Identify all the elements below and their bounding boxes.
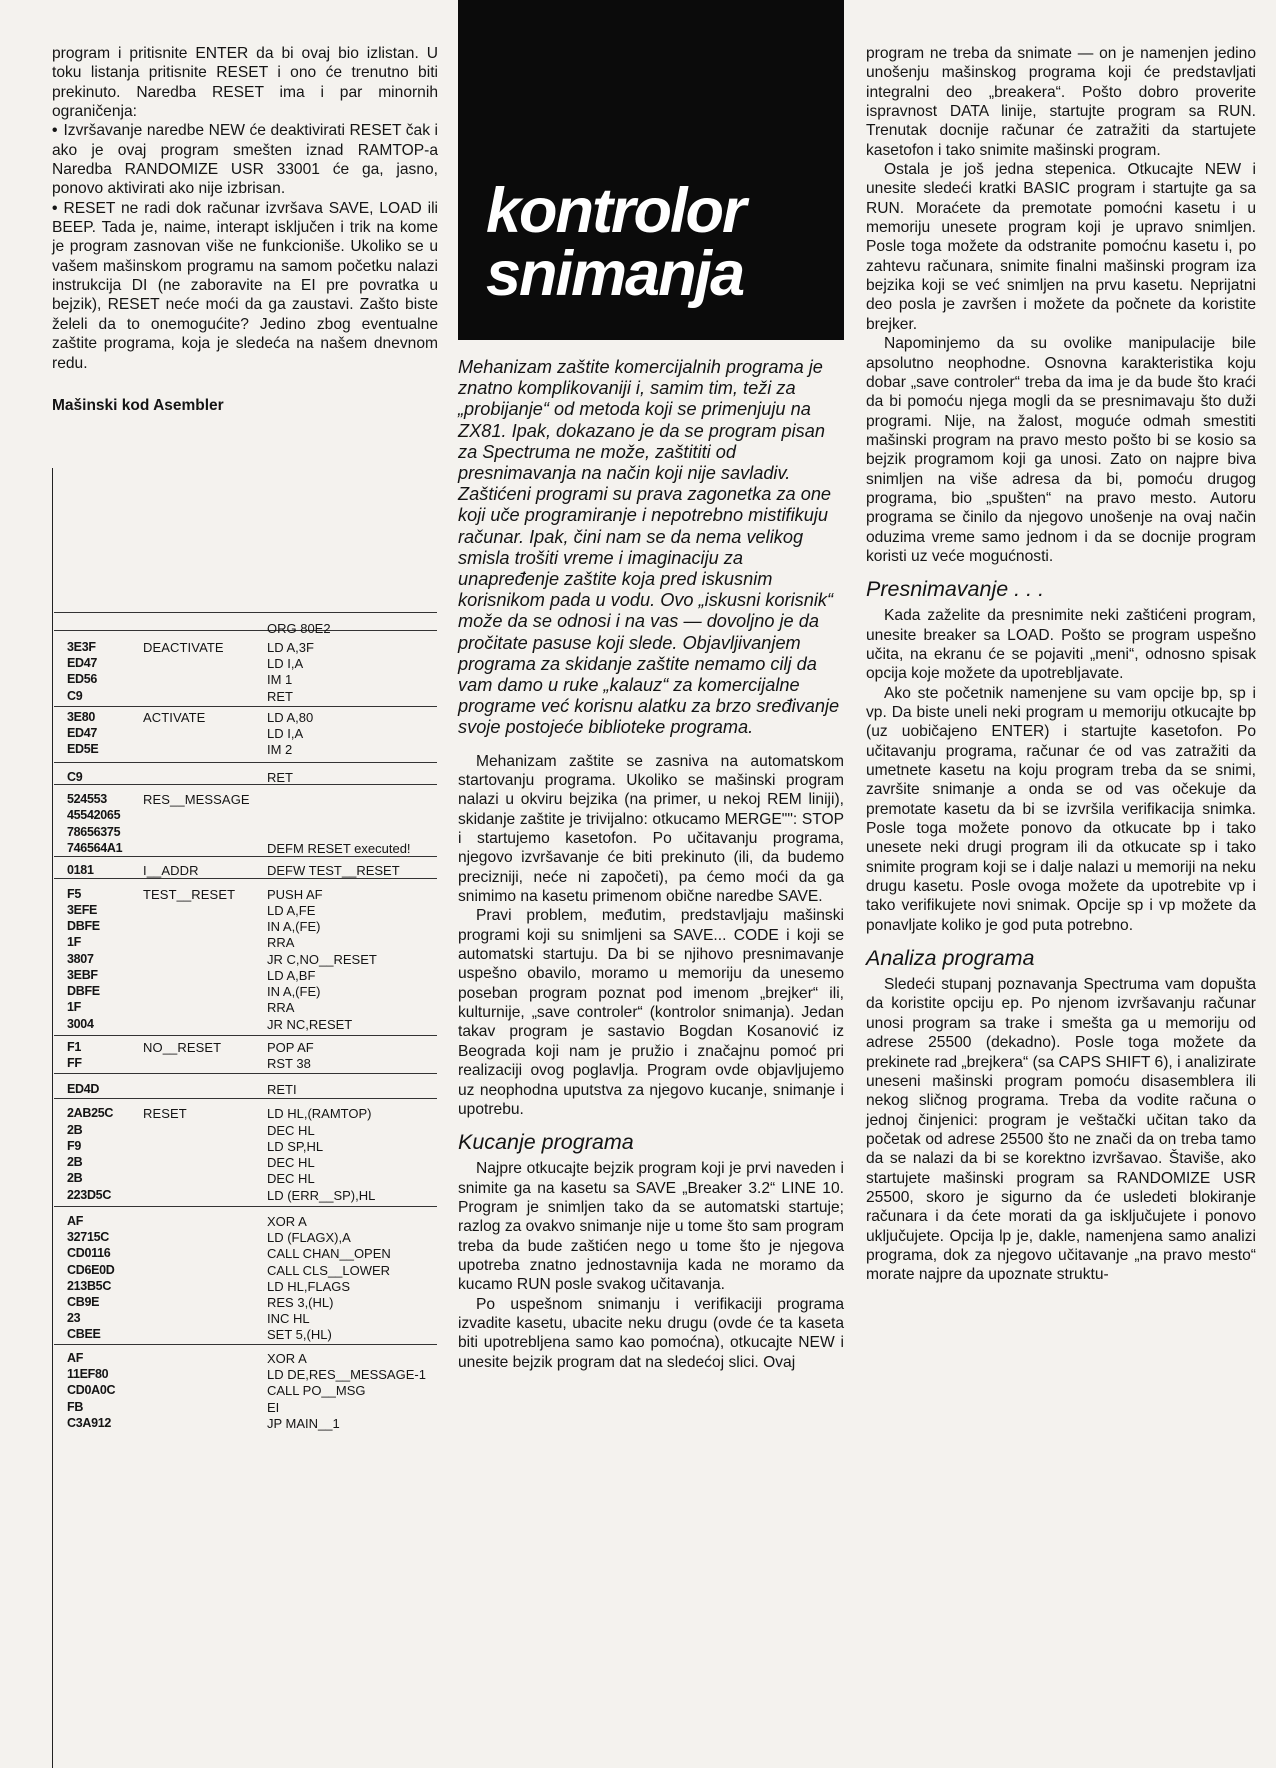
paragraph: Najpre otkucajte bejzik program koji je prvi naveden i snimite ga na kasetu sa SAVE „Breaker 3.2“ LINE 10. Program je snimljen tako da se automatski startuje; razlog za ovakvo snimanje nije u tome što sam program treba da bude zaštićen nego u tome što je njegova upotreba znatno jednostavnija kada ne moramo da kucamo RUN posle svakog učitavanja.	[458, 1160, 844, 1294]
listing-instruction: PUSH AF	[267, 887, 323, 902]
listing-row	[67, 1278, 437, 1295]
listing-instruction: LD A,3F	[267, 640, 314, 655]
listing-instruction: RETI	[267, 1082, 297, 1097]
listing-instruction: INC HL	[267, 1311, 310, 1326]
listing-hex: 213B5C	[67, 1279, 112, 1293]
listing-row	[67, 999, 437, 1016]
listing-hex: 32715C	[67, 1230, 109, 1244]
bullet-icon: •	[52, 199, 58, 217]
listing-row	[67, 1245, 437, 1262]
listing-hex: CBEE	[67, 1327, 101, 1341]
listing-divider	[54, 1206, 437, 1207]
listing-divider	[54, 612, 437, 613]
listing-label: ACTIVATE	[143, 710, 206, 725]
listing-instruction: CALL CHAN__OPEN	[267, 1246, 391, 1261]
listing-instruction: EI	[267, 1400, 280, 1415]
listing-row	[67, 1350, 437, 1367]
listing-row	[67, 1039, 437, 1056]
paragraph: Po uspešnom snimanju i verifikaciji programa izvadite kasetu, ubacite neku drugu (ovde će ta kaseta biti upotrebljena samo kao pomoćna), otkucajte NEW i unesite bejzik program dat na sledećoj slici. Ovaj	[458, 1295, 844, 1371]
listing-hex: FF	[67, 1056, 82, 1070]
listing-instruction: RRA	[267, 1000, 295, 1015]
bullet-text: RESET ne radi dok računar izvršava SAVE, LOAD ili BEEP. Tada je, naime, interapt isključen i trik na kome je program zasnovan više ne funkcioniše. Ukoliko se u vašem mašinskom programu na samom početku nalazi instrukcija DI (ne zaboravite na EI pre povratka u bejzik), RESET neće moći da ga zaustavi. Zašto biste želeli da to onemogućite? Jedino zbog eventualne zaštite programa, koja je sledeća na našem dnevnom redu.	[52, 199, 438, 372]
listing-hex: ED47	[67, 656, 98, 670]
listing-row	[67, 807, 437, 824]
listing-hex: 23	[67, 1311, 81, 1325]
listing-hex: 3004	[67, 1017, 94, 1031]
listing-instruction: RET	[267, 689, 293, 704]
paragraph: Pravi problem, međutim, predstavljaju mašinski programi koji su snimljeni sa SAVE... CODE i koji se automatski startuju. Da bi se njihovo presnimavanje uspešno obavilo, moramo u memoriju da unesemo poseban program poznat pod imenom „brejker“ ili, kulturnije, „save controler“ (kontrolor snimanja). Jedan takav program je sastavio Bogdan Kosanović iz Beograda koji nam je pružio i značajnu pomoć pri realizaciji ovog poglavlja. Program ovde objavljujemo uz neophodna uputstva za njegovo kucanje, snimanje i upotrebu.	[458, 907, 844, 1118]
listing-hex: 2B	[67, 1123, 83, 1137]
listing-divider	[54, 762, 437, 763]
listing-row	[67, 791, 437, 808]
listing-label: RES__MESSAGE	[143, 792, 250, 807]
listing-hex: ED4D	[67, 1082, 100, 1096]
listing-row	[67, 1229, 437, 1246]
listing-instruction: JR NC,RESET	[267, 1017, 353, 1032]
listing-instruction: LD A,FE	[267, 903, 316, 918]
lede-paragraph: Mehanizam zaštite komercijalnih programa je znatno komplikovaniji i, samim tim, teži za „probijanje“ od metoda koji se primenjuju na ZX81. Ipak, dokazano je da se program pisan za Spectruma ne može, zaštititi od presnimavanja na način koji nije savladiv. Zaštićeni programi su prava zagonetka za one koji uče programiranje i nepotrebno mistifikuju računar. Ipak, čini nam se da nema velikog smisla trošiti vreme i imaginaciju za unapređenje zaštite koja pred iskusnim korisnikom pada u vodu. Ovo „iskusni korisnik“ može da se odnosi i na vas — dovoljno je da pročitate pasuse koji slede. Objavljivanjem programa za skidanje zaštite nemamo cilj da vam damo u ruke „kalauz“ za komercijalne programe već korisnu alatku za brzo sređivanje svoje postojeće biblioteke programa.	[458, 357, 840, 738]
listing-instruction: LD A,80	[267, 710, 314, 725]
listing-instruction: DEC HL	[267, 1123, 315, 1138]
listing-hex: 223D5C	[67, 1188, 112, 1202]
listing-instruction: LD I,A	[267, 726, 304, 741]
listing-row	[67, 902, 437, 919]
listing-row	[67, 1382, 437, 1399]
listing-instruction: JP MAIN__1	[267, 1416, 340, 1431]
listing-divider	[54, 1344, 437, 1345]
listing-hex: F9	[67, 1139, 81, 1153]
listing-label: NO__RESET	[143, 1040, 222, 1055]
listing-instruction: CALL PO__MSG	[267, 1383, 366, 1398]
listing-row	[67, 1187, 437, 1204]
listing-hex: 78656375	[67, 825, 121, 839]
listing-instruction: SET 5,(HL)	[267, 1327, 332, 1342]
paragraph: Kada zaželite da presnimite neki zaštićeni program, unesite breaker sa LOAD. Pošto se program uspešno učita, na ekranu će se pojaviti „meni“, odnosno spisak opcija koje možete da upotrebljavate.	[866, 607, 1256, 683]
listing-hex: C9	[67, 770, 83, 784]
listing-hex: FB	[67, 1400, 84, 1414]
listing-row	[67, 951, 437, 968]
listing-row	[67, 967, 437, 984]
listing-instruction: DEC HL	[267, 1171, 315, 1186]
listing-instruction: CALL CLS__LOWER	[267, 1263, 391, 1278]
listing-row	[67, 639, 437, 656]
listing-hex: F1	[67, 1040, 81, 1054]
listing-instruction: LD HL,(RAMTOP)	[267, 1106, 372, 1121]
listing-instruction: LD DE,RES__MESSAGE-1	[267, 1367, 426, 1382]
paragraph: Sledeći stupanj poznavanja Spectruma vam dopušta da koristite opciju ep. Po njenom izvršavanju računar unosi program sa trake i smešta ga u memoriju od adrese 25500 (dekadno). Posle toga možete da prekinete rad „brejkera“ (sa CAPS SHIFT 6), i analizirate uneseni mašinski program pomoću disasemblera ili nekog sličnog programa. Treba da vodite računa o jednoj činjenici: program je veštački učitan tako da početak od adrese 25500 što ne znači da on treba tamo da se nalazi da bi se korektno izvršavao. Štaviše, ako startujete mašinski program sa RANDOMIZE USR 25500, skoro je sigurno da će usledeti blokiranje računara i da ćete morati da ga isključujete i ponovo uključujete. Opcija lp je, dakle, namenjena samo analizi programa, dok za njegovo učitavanje „na pravo mesto“ morate najpre da upoznate struktu-	[866, 976, 1256, 1284]
bullet-icon: •	[52, 122, 58, 140]
listing-divider	[54, 1035, 437, 1036]
listing-row	[67, 709, 437, 726]
listing-row	[67, 1326, 437, 1343]
paragraph: Napominjemo da su ovolike manipulacije bile apsolutno neophodne. Osnovna karakteristika koju dobar „save controler“ treba da ima je da bude što kraći da bi pomoću njega mogli da se presnimavaju što duži programi. Nije, na žalost, moguće odmah smestiti mašinski program na pravo mesto pošto bi se kosio sa bejzik programom koji ga unosi. Zato on najpre biva snimljen na više adresa da bi, pomoću drugog programa, bio „spušten“ na pravo mesto. Autoru programa se činilo da njegovo unošenje na ovaj način oduzima vreme samo jednom i da se docnije program koristi uz veće mogućnosti.	[866, 335, 1256, 565]
listing-instruction: DEC HL	[267, 1155, 315, 1170]
column-middle	[458, 0, 844, 1372]
listing-row	[67, 1415, 437, 1432]
listing-hex: CD0116	[67, 1246, 111, 1260]
listing-row	[67, 824, 437, 841]
listing-row	[67, 840, 437, 857]
paragraph: Mehanizam zaštite se zasniva na automatskom startovanju programa. Ukoliko se mašinski program nalazi u okviru bejzika (na primer, u nekoj REM liniji), skidanje zaštite je trivijalno: otkucamo MERGE"": STOP i startujemo kasetofon. Po učitavanju programa, njegovo izvršavanje će biti prekinuto (ili, da budemo precizniji, neće ni započeti), pa ćemo moći da ga snimimo na kasetu primenom obične naredbe SAVE.	[458, 752, 844, 906]
bullet-text: Izvršavanje naredbe NEW će deaktivirati RESET čak i ako je ovaj program smešten iznad RAMTOP-a Naredba RANDOMIZE USR 33001 će ga, jasno, ponovo aktivirati ako nije izbrisan.	[52, 122, 438, 198]
listing-instruction: POP AF	[267, 1040, 314, 1055]
listing-instruction: LD HL,FLAGS	[267, 1279, 351, 1294]
listing-hex: CD6E0D	[67, 1263, 115, 1277]
listing-hex: 45542065	[67, 808, 121, 822]
listing-instruction: JR C,NO__RESET	[267, 952, 377, 967]
listing-row	[67, 1310, 437, 1327]
article-title: kontrolor snimanja	[486, 176, 745, 309]
listing-row	[67, 1294, 437, 1311]
listing-instruction: XOR A	[267, 1214, 307, 1229]
listing-hex: CD0A0C	[67, 1383, 116, 1397]
column-right	[866, 0, 1256, 1285]
listing-instruction: LD SP,HL	[267, 1139, 324, 1154]
listing-instruction: LD A,BF	[267, 968, 316, 983]
listing-hex: ED47	[67, 726, 98, 740]
listing-hex: 3E80	[67, 710, 95, 724]
listing-instruction: RST 38	[267, 1056, 311, 1071]
listing-row	[67, 862, 437, 879]
listing-hex: 1F	[67, 1000, 81, 1014]
listing-hex: DBFE	[67, 984, 100, 998]
listing-row	[67, 1366, 437, 1383]
listing-divider	[54, 1073, 437, 1074]
section-heading: Analiza programa	[866, 946, 1035, 971]
listing-label: TEST__RESET	[143, 887, 236, 902]
listing-row	[67, 983, 437, 1000]
listing-row	[67, 1016, 437, 1033]
section-heading: Presnimavanje . . .	[866, 577, 1045, 602]
listing-hex: AF	[67, 1351, 84, 1365]
listing-instruction: RET	[267, 770, 293, 785]
listing-label: DEACTIVATE	[143, 640, 224, 655]
listing-divider	[54, 706, 437, 707]
section-heading: Kucanje programa	[458, 1130, 634, 1155]
listing-instruction: XOR A	[267, 1351, 307, 1366]
listing-label: RESET	[143, 1106, 187, 1121]
listing-hex: 3807	[67, 952, 94, 966]
listing-instruction: DEFW TEST__RESET	[267, 863, 400, 878]
listing-hex: 3E3F	[67, 640, 96, 654]
listing-hex: DBFE	[67, 919, 100, 933]
listing-instruction: IN A,(FE)	[267, 919, 321, 934]
listing-hex: AF	[67, 1214, 84, 1228]
listing-instruction: DEFM RESET executed!	[267, 841, 411, 856]
listing-row	[67, 620, 437, 637]
listing-hex: 524553	[67, 792, 107, 806]
listing-hex: 1F	[67, 935, 81, 949]
listing-hex: CB9E	[67, 1295, 100, 1309]
column-left	[52, 0, 438, 415]
listing-hex: 2B	[67, 1171, 83, 1185]
listing-hex: C3A912	[67, 1416, 112, 1430]
listing-hex: C9	[67, 689, 83, 703]
listing-instruction: IM 2	[267, 742, 293, 757]
listing-hex: 2AB25C	[67, 1106, 114, 1120]
listing-hex: 3EFE	[67, 903, 98, 917]
listing-row	[67, 1122, 437, 1139]
listing-divider	[54, 1098, 437, 1099]
listing-row	[67, 1105, 437, 1122]
paragraph: program i pritisnite ENTER da bi ovaj bio izlistan. U toku listanja pritisnite RESET i ono će trenutno biti prekinuto. Naredba RESET ima i par minornih ograničenja:	[52, 45, 438, 121]
listing-instruction: RRA	[267, 935, 295, 950]
listing-row	[67, 1399, 437, 1416]
listing-instruction: LD (FLAGX),A	[267, 1230, 351, 1245]
listing-instruction: ORG 80E2	[267, 621, 331, 636]
listing-hex: 0181	[67, 863, 94, 877]
listing-row	[67, 655, 437, 672]
listing-row	[67, 1213, 437, 1230]
listing-instruction: IM 1	[267, 672, 293, 687]
listing-hex: F5	[67, 887, 81, 901]
listing-hex: 3EBF	[67, 968, 98, 982]
listing-row	[67, 741, 437, 758]
listing-instruction: IN A,(FE)	[267, 984, 321, 999]
listing-label: I__ADDR	[143, 863, 199, 878]
listing-row	[67, 1154, 437, 1171]
bullet-item	[52, 199, 438, 373]
listing-row	[67, 769, 437, 786]
listing-hex: 746564A1	[67, 841, 123, 855]
listing-row	[67, 725, 437, 742]
listing-row	[67, 1081, 437, 1098]
listing-hex: 11EF80	[67, 1367, 109, 1381]
listing-hex: ED56	[67, 672, 98, 686]
assembler-listing	[52, 468, 431, 1768]
listing-row	[67, 886, 437, 903]
listing-title: Mašinski kod Asembler	[52, 396, 224, 414]
listing-instruction: LD (ERR__SP),HL	[267, 1188, 376, 1203]
listing-instruction: RES 3,(HL)	[267, 1295, 334, 1310]
listing-instruction: LD I,A	[267, 656, 304, 671]
listing-row	[67, 688, 437, 705]
paragraph: Ako ste početnik namenjene su vam opcije bp, sp i vp. Da biste uneli neki program u memoriju otkucajte bp (uz uobičajeno ENTER) i startujte kasetofon. Po učitavanju programa, računar će od vas zatražiti da umetnete kasetu na koju program treba da se snimi, završite snimanje a onda se od vas očekuje da premotate kasetu da bi se izvršila verifikacija snimka. Posle toga možete ponovo da otkucate bp i tako unesete neki drugi program ili da otkucate sp i tako snimite program koji se i dalje nalazi u memoriji na neku drugu kasetu. Posle ovoga možete da upotrebite vp i tako verifikujete novi snimak. Opcije sp i vp možete da ponavljate koliko je god puta potrebno.	[866, 684, 1256, 934]
listing-row	[67, 1170, 437, 1187]
listing-row	[67, 671, 437, 688]
bullet-item	[52, 121, 438, 198]
listing-hex: 2B	[67, 1155, 83, 1169]
listing-row	[67, 918, 437, 935]
listing-hex: ED5E	[67, 742, 99, 756]
paragraph: program ne treba da snimate — on je namenjen jedino unošenju mašinskog programa koji će predstavljati integralni deo „breakera“. Pošto dobro proverite ispravnost DATA linije, startujte program sa RUN. Trenutak docnije računar će zatražiti da startujete kasetofon i tako snimite mašinski program.	[866, 45, 1256, 159]
listing-row	[67, 1138, 437, 1155]
listing-row	[67, 1055, 437, 1072]
listing-row	[67, 934, 437, 951]
paragraph: Ostala je još jedna stepenica. Otkucajte NEW i unesite sledeći kratki BASIC program i startujte ga sa RUN. Moraćete da premotate pomoćni kasetu i u memoriju unesete program koji je upravo snimljen. Posle toga možete da odstranite pomoćnu kasetu i, po zahtevu računara, snimite finalni mašinski program iza bejzika koji se već snimljen na prvu kasetu. Neprijatni deo posla je završen i možete da počnete da koristite brejker.	[866, 161, 1256, 333]
listing-row	[67, 1262, 437, 1279]
